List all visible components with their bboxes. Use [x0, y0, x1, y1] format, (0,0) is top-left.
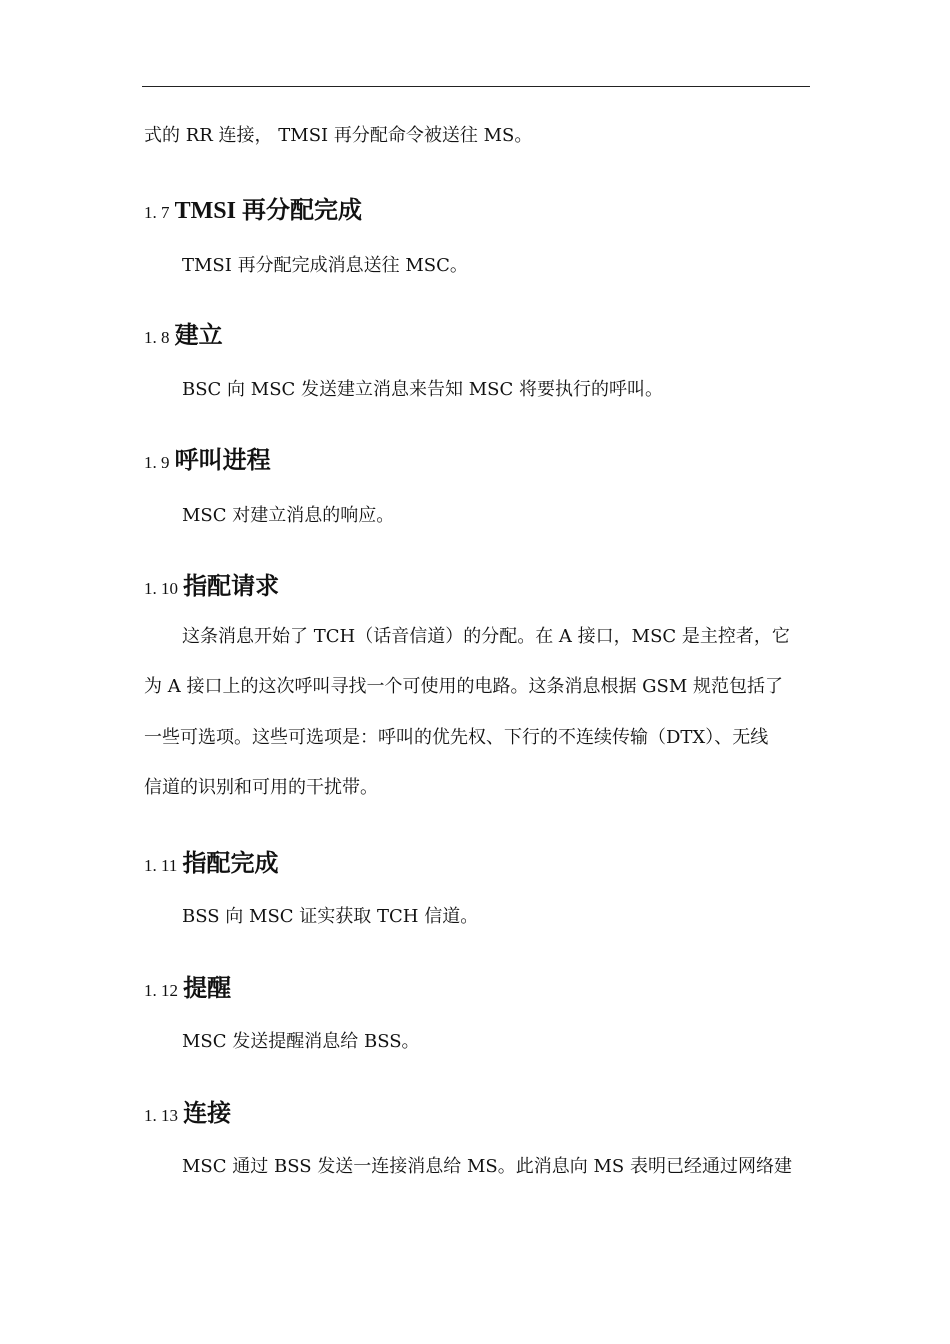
section-number: 1. 8 — [144, 328, 170, 347]
section-number: 1. 13 — [144, 1106, 178, 1125]
paragraph-line: BSC 向 MSC 发送建立消息来告知 MSC 将要执行的呼叫。 — [182, 379, 664, 400]
paragraph-line: MSC 对建立消息的响应。 — [182, 505, 395, 526]
section-number: 1. 12 — [144, 981, 178, 1000]
section-title: 建立 — [174, 321, 223, 349]
section-heading-1-11 — [144, 843, 278, 878]
paragraph-line: TMSI 再分配完成消息送往 MSC。 — [182, 255, 468, 276]
paragraph-line: MSC 发送提醒消息给 BSS。 — [182, 1031, 420, 1052]
section-heading-1-12 — [144, 968, 231, 1003]
paragraph-line: BSS 向 MSC 证实获取 TCH 信道。 — [182, 906, 479, 927]
section-title: 呼叫进程 — [174, 446, 271, 474]
section-title: 指配请求 — [183, 572, 280, 600]
section-title: TMSI 再分配完成 — [174, 198, 362, 224]
section-heading-1-10 — [144, 566, 279, 601]
section-title: 连接 — [183, 1099, 232, 1127]
section-title: 提醒 — [183, 974, 232, 1002]
paragraph-line: 这条消息开始了 TCH（话音信道）的分配。在 A 接口，MSC 是主控者，它 — [182, 626, 790, 647]
paragraph-line: 为 A 接口上的这次呼叫寻找一个可使用的电路。这条消息根据 GSM 规范包括了 — [144, 676, 784, 697]
section-number: 1. 10 — [144, 579, 178, 598]
section-number: 1. 9 — [144, 453, 170, 472]
continued-paragraph-line: 式的 RR 连接， TMSI 再分配命令被送往 MS。 — [144, 125, 533, 146]
section-heading-1-8 — [144, 315, 223, 350]
section-heading-1-13 — [144, 1093, 231, 1128]
section-heading-1-7 — [144, 190, 362, 225]
header-rule — [142, 86, 810, 87]
section-number: 1. 11 — [144, 856, 178, 875]
paragraph-line: 一些可选项。这些可选项是：呼叫的优先权、下行的不连续传输（DTX）、无线 — [144, 727, 769, 748]
paragraph-line: MSC 通过 BSS 发送一连接消息给 MS。此消息向 MS 表明已经通过网络建 — [182, 1156, 792, 1177]
section-title: 指配完成 — [182, 849, 279, 877]
paragraph-line: 信道的识别和可用的干扰带。 — [144, 777, 378, 798]
section-heading-1-9 — [144, 440, 271, 475]
section-number: 1. 7 — [144, 203, 170, 222]
